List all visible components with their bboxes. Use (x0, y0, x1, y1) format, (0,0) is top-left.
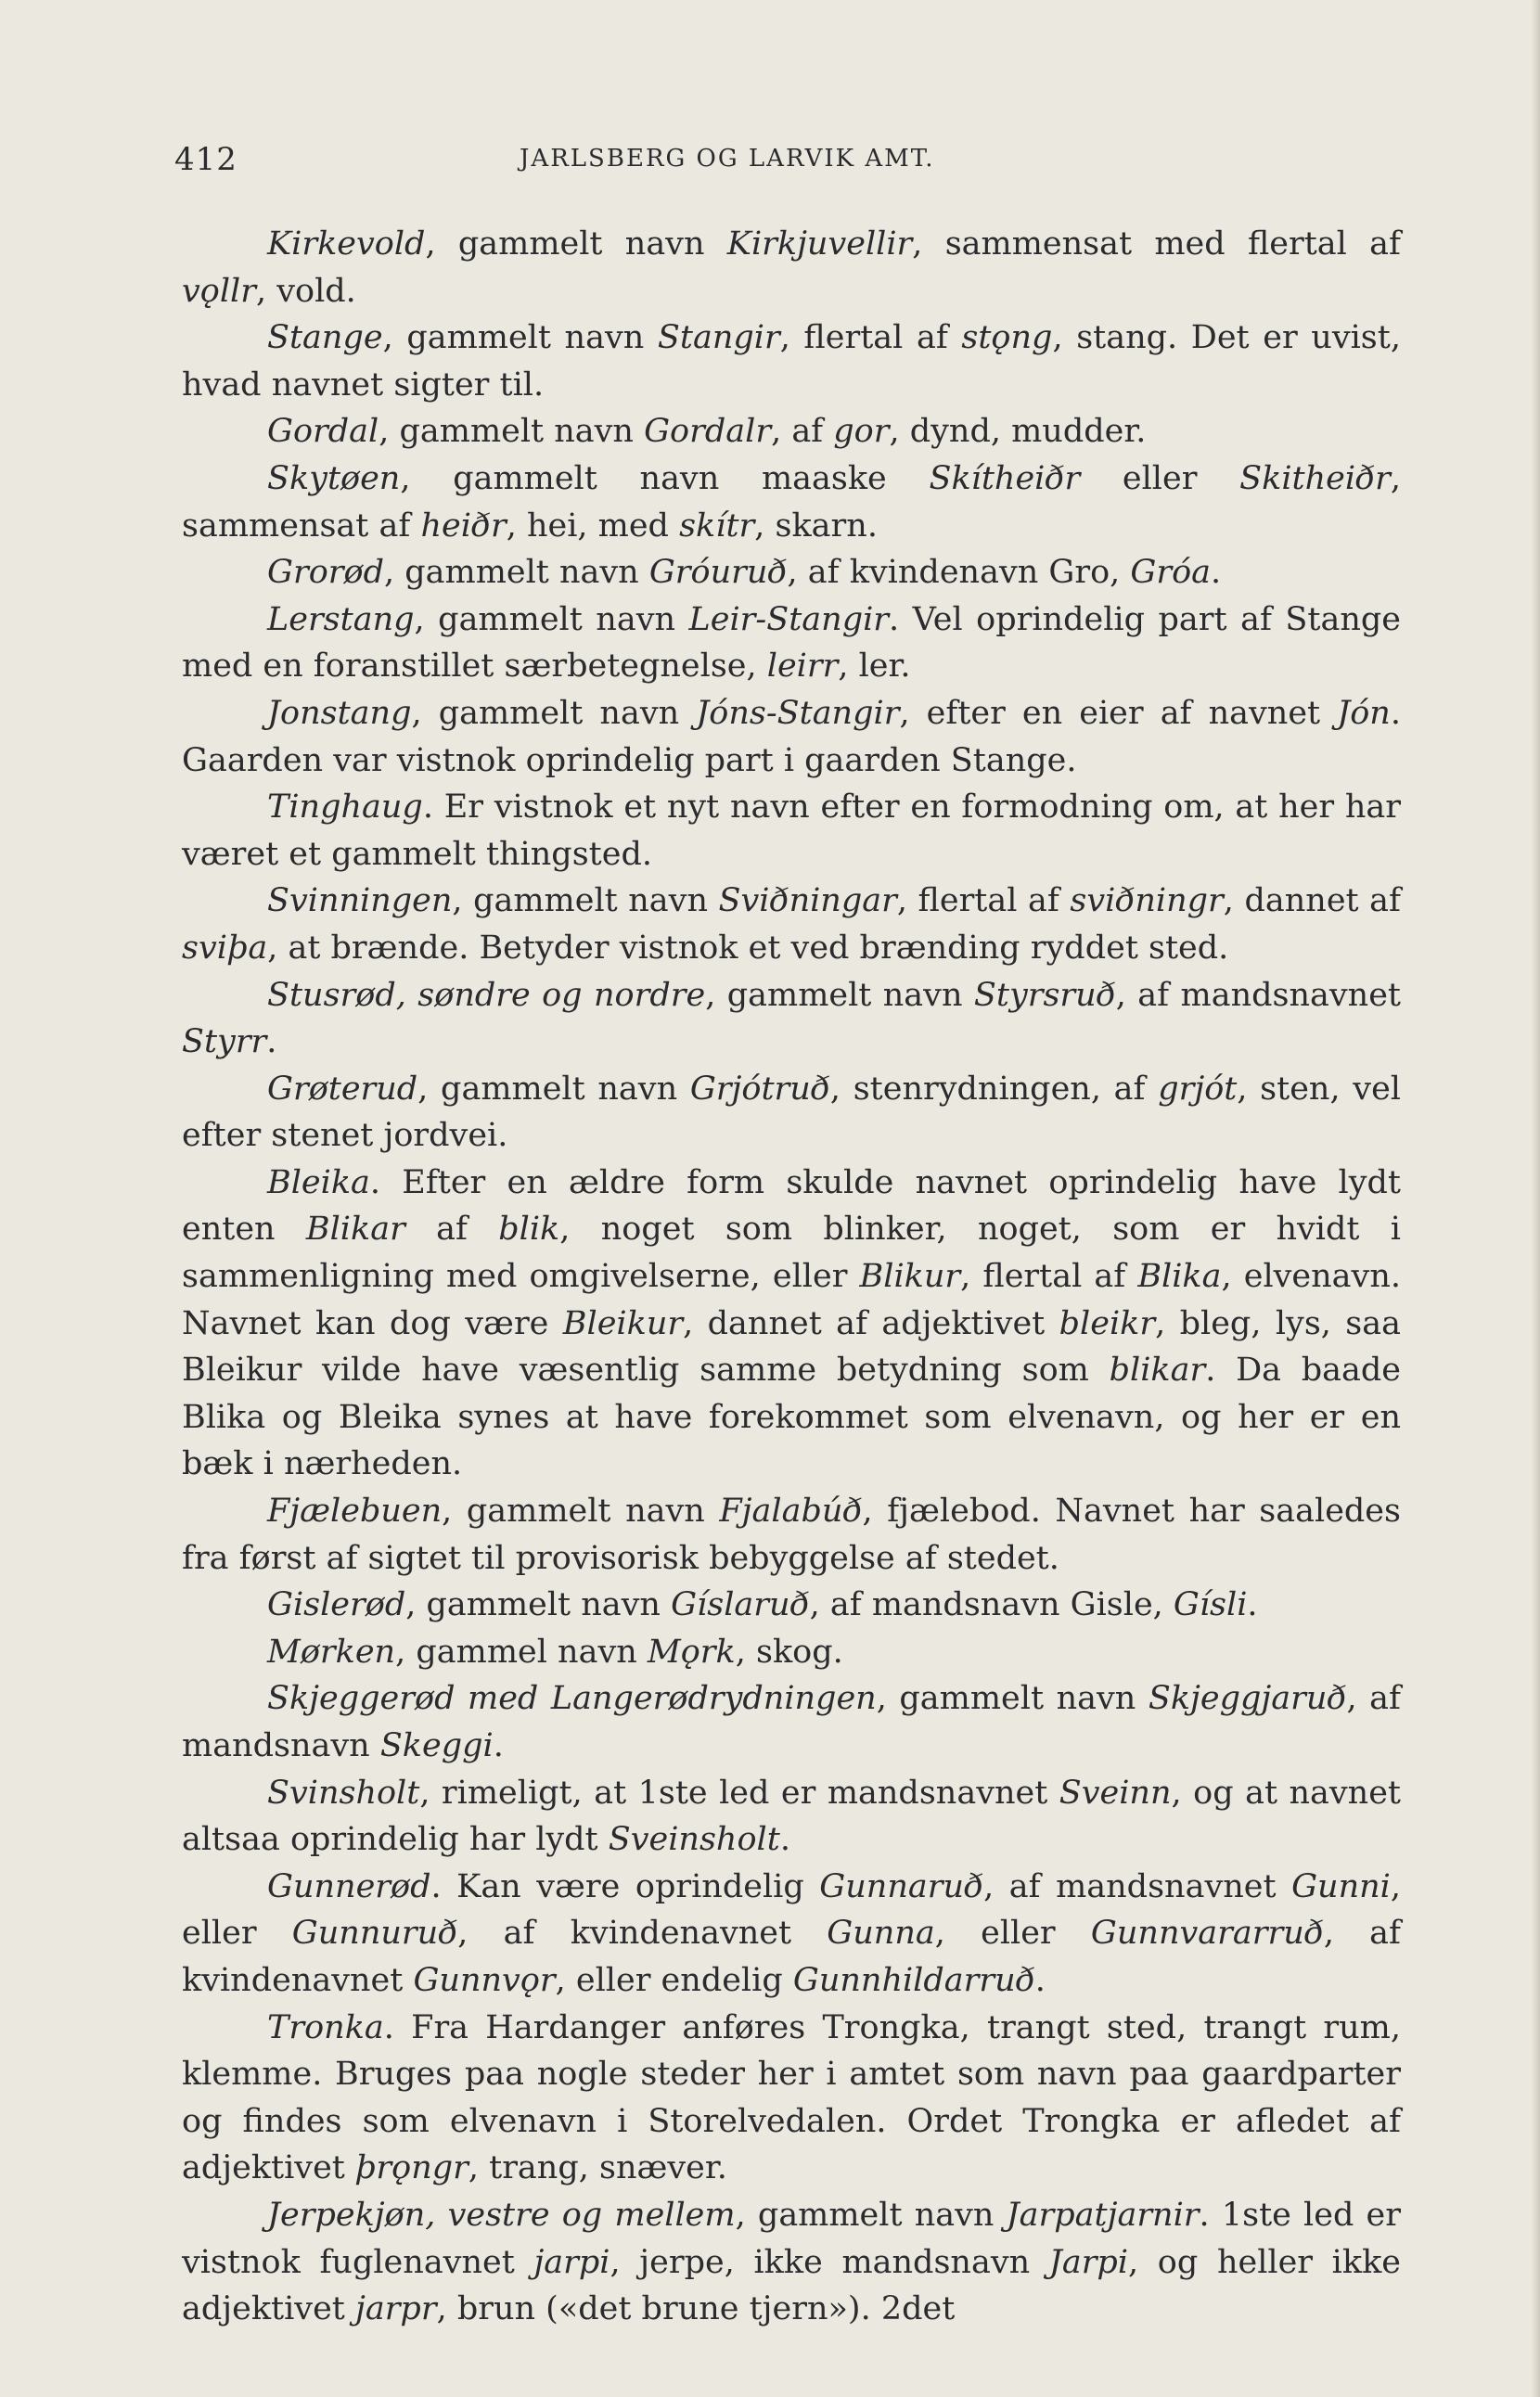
entry-paragraph: Tinghaug. Er vistnok et nyt navn efter en formodning om, at her har været et gammelt thingsted. (182, 788, 1401, 873)
entry-paragraph: Skytøen, gammelt navn maaske Skítheiðr eller Skitheiðr, sammensat af heiðr, hei, med skítr, skarn. (182, 459, 1401, 545)
italic-term: Styrsruð (973, 976, 1116, 1014)
italic-term: Mǫrk (647, 1633, 736, 1671)
entry-paragraph: Fjælebuen, gammelt navn Fjalabúð, fjælebod. Navnet har saaledes fra først af sigtet til provisorisk bebyggelse af stedet. (182, 1493, 1401, 1577)
entry-paragraph: Mørken, gammel navn Mǫrk, skog. (267, 1633, 843, 1671)
italic-term: Mørken (267, 1633, 396, 1671)
italic-term: gor (833, 413, 890, 451)
italic-term: Gunnvararruð (1090, 1915, 1324, 1953)
italic-term: jarpi (533, 2243, 610, 2281)
entry-paragraph: Stusrød, søndre og nordre, gammelt navn Styrsruð, af mandsnavnet Styrr. (182, 976, 1401, 1061)
italic-term: blikar (1109, 1352, 1206, 1390)
italic-term: Gislerød (267, 1586, 406, 1624)
italic-term: Stangir (657, 319, 780, 357)
entry-paragraph: Tronka. Fra Hardanger anføres Trongka, trangt sted, trangt rum, klemme. Bruges paa nogle steder her i amtet som navn paa gaardparter og findes som elvenavn i Storelvedalen. Ordet Trongka er afledet af adjektivet þrǫngr, trang, snæver. (182, 2008, 1401, 2187)
entry-paragraph: Bleika. Efter en ældre form skulde navnet oprindelig have lydt enten Blikar af blik, noget som blinker, noget, som er hvidt i sammenligning med omgivelserne, eller Blikur, flertal af Blika, elvenavn. Navnet kan dog være Bleikur, dannet af adjektivet bleikr, bleg, lys, saa Bleikur vilde have væsentlig samme betydning som blikar. Da baade Blika og Bleika synes at have forekommet som elvenavn, og her er en bæk i nærheden. (182, 1163, 1402, 1483)
entry-paragraph: Skjeggerød med Langerødrydningen, gammelt navn Skjeggjaruð, af mandsnavn Skeggi. (182, 1680, 1401, 1764)
italic-term: Fjalabúð (719, 1493, 863, 1531)
italic-term: Kirkjuvellir (726, 225, 913, 263)
italic-term: Gunnuruð (291, 1915, 458, 1953)
entry-paragraph: Kirkevold, gammelt navn Kirkjuvellir, sammensat med flertal af vǫllr, vold. (182, 225, 1401, 310)
italic-term: Bleika (267, 1163, 370, 1201)
italic-term: Styrr (182, 1023, 267, 1061)
italic-term: Tronka (267, 2008, 384, 2046)
italic-term: þrǫngr (354, 2149, 468, 2187)
italic-term: Fjælebuen (267, 1493, 443, 1531)
italic-term: Gunnerød (267, 1867, 431, 1905)
running-head: JARLSBERG OG LARVIK AMT. (520, 145, 935, 173)
italic-term: Gíslaruð (671, 1586, 810, 1624)
italic-term: Jarpatjarnir (1006, 2196, 1200, 2234)
italic-term: vǫllr (182, 272, 256, 310)
italic-term: Gunnaruð (819, 1867, 984, 1905)
italic-term: Jón (1337, 694, 1391, 732)
italic-term: Grjótruð (689, 1070, 830, 1108)
entry-paragraph: Grøterud, gammelt navn Grjótruð, stenrydningen, af grjót, sten, vel efter stenet jordvei. (182, 1070, 1401, 1155)
entry-paragraph: Grorød, gammelt navn Gróuruð, af kvindenavn Gro, Gróa. (267, 554, 1222, 592)
italic-term: bleikr (1059, 1304, 1156, 1342)
italic-term: Gunnhildarruð (792, 1961, 1035, 1999)
italic-term: Bleikur (562, 1304, 684, 1342)
italic-term: Svinningen (267, 882, 453, 920)
italic-term: Stange (267, 319, 383, 357)
italic-term: grjót (1158, 1070, 1238, 1108)
italic-term: Skjeggjaruð (1148, 1680, 1347, 1718)
italic-term: Gunna (827, 1915, 935, 1953)
entry-paragraph: Svinsholt, rimeligt, at 1ste led er mandsnavnet Sveinn, og at navnet altsaa oprindelig har lydt Sveinsholt. (182, 1774, 1401, 1859)
italic-term: stǫng (961, 319, 1053, 357)
entry-paragraph: Jonstang, gammelt navn Jóns-Stangir, efter en eier af navnet Jón. Gaarden var vistnok oprindelig part i gaarden Stange. (182, 694, 1401, 779)
italic-term: Skytøen (267, 459, 401, 497)
italic-term: Blika (1137, 1258, 1222, 1296)
italic-term: Sveinsholt (608, 1821, 780, 1859)
italic-term: sviþa (182, 929, 268, 967)
page-edge (1531, 0, 1540, 2397)
italic-term: Jarpi (1048, 2243, 1129, 2281)
body-text (182, 221, 1401, 2333)
italic-term: Gordalr (644, 413, 772, 451)
italic-term: Stusrød, søndre og nordre (267, 976, 706, 1014)
italic-term: Gróuruð (648, 554, 788, 592)
entry-paragraph: Svinningen, gammelt navn Sviðningar, flertal af sviðningr, dannet af sviþa, at brænde. Betyder vistnok et ved brænding ryddet sted. (182, 882, 1401, 967)
italic-term: Leir-Stangir (688, 600, 890, 638)
italic-term: Gísli (1173, 1586, 1248, 1624)
entry-paragraph: Gunnerød. Kan være oprindelig Gunnaruð, af mandsnavnet Gunni, eller Gunnuruð, af kvindenavnet Gunna, eller Gunnvararruð, af kvindenavnet Gunnvǫr, eller endelig Gunnhildarruð. (182, 1867, 1402, 1999)
entry-paragraph: Jerpekjøn, vestre og mellem, gammelt navn Jarpatjarnir. 1ste led er vistnok fuglenavnet jarpi, jerpe, ikke mandsnavn Jarpi, og heller ikke adjektivet jarpr, brun («det brune tjern»). 2det (182, 2196, 1402, 2328)
italic-term: skítr (679, 506, 755, 545)
italic-term: heiðr (420, 506, 507, 545)
italic-term: Grorød (267, 554, 384, 592)
italic-term: Jóns-Stangir (696, 694, 900, 732)
italic-term: Gunni (1291, 1867, 1391, 1905)
italic-term: jarpr (354, 2290, 437, 2328)
italic-term: Svinsholt (267, 1774, 420, 1812)
italic-term: Skjeggerød med Langerødrydningen (267, 1680, 877, 1718)
italic-term: Blikar (305, 1211, 405, 1249)
italic-term: Gróa (1130, 554, 1212, 592)
italic-term: sviðningr (1070, 882, 1224, 920)
italic-term: Sveinn (1059, 1774, 1172, 1812)
italic-term: Jerpekjøn, vestre og mellem (267, 2196, 736, 2234)
italic-term: Skitheiðr (1239, 459, 1391, 497)
italic-term: Sviðningar (718, 882, 897, 920)
entry-paragraph: Gordal, gammelt navn Gordalr, af gor, dynd, mudder. (267, 413, 1147, 451)
italic-term: Skeggi (379, 1727, 494, 1764)
italic-term: leirr (766, 647, 839, 686)
italic-term: Lerstang (267, 600, 415, 638)
italic-term: Blikur (859, 1258, 961, 1296)
italic-term: Gunnvǫr (413, 1961, 556, 1999)
italic-term: Gordal (267, 413, 379, 451)
italic-term: blik (498, 1211, 560, 1249)
italic-term: Skítheiðr (929, 459, 1081, 497)
page-number: 412 (174, 141, 237, 178)
italic-term: Grøterud (267, 1070, 418, 1108)
entry-paragraph: Gislerød, gammelt navn Gíslaruð, af mandsnavn Gisle, Gísli. (267, 1586, 1258, 1624)
italic-term: Jonstang (267, 694, 412, 732)
italic-term: Kirkevold (267, 225, 426, 263)
italic-term: Tinghaug (267, 788, 423, 827)
entry-paragraph: Lerstang, gammelt navn Leir-Stangir. Vel oprindelig part af Stange med en foranstillet særbetegnelse, leirr, ler. (182, 600, 1401, 686)
entry-paragraph: Stange, gammelt navn Stangir, flertal af stǫng, stang. Det er uvist, hvad navnet sigter til. (182, 319, 1401, 404)
